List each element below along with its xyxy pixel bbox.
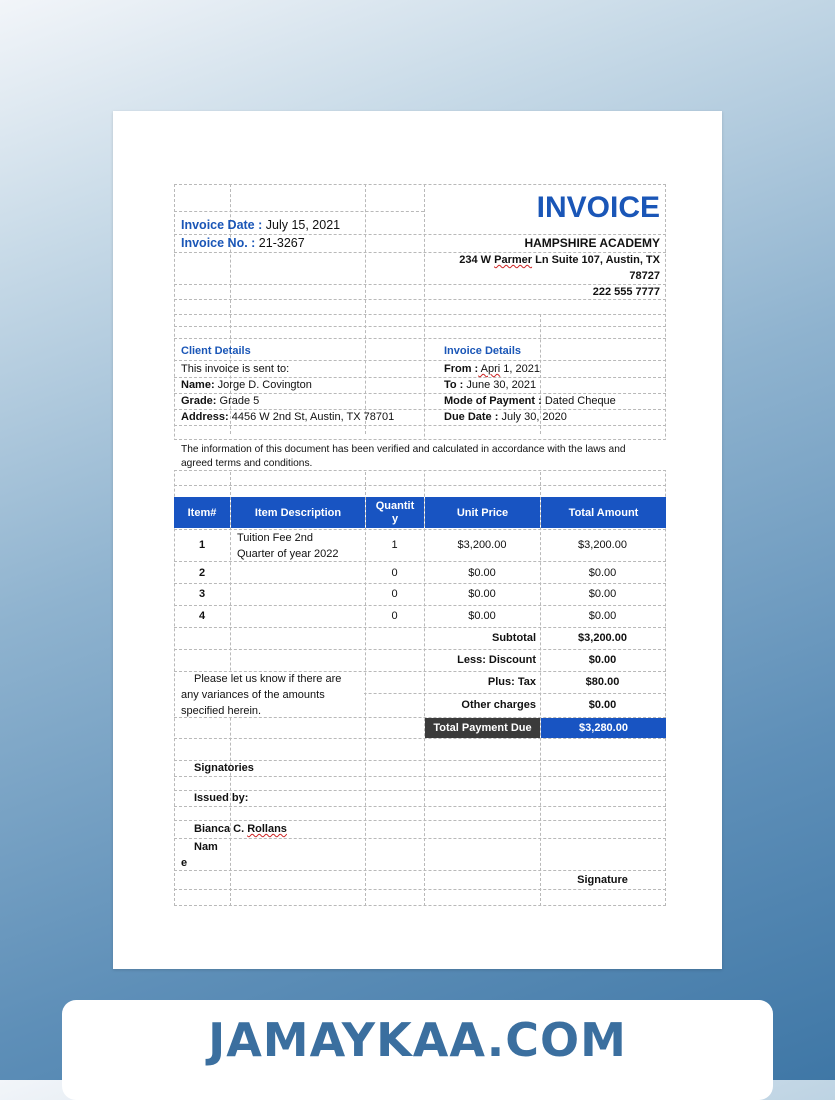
grid-line bbox=[174, 627, 666, 628]
row-4-qty: 0 bbox=[391, 610, 398, 622]
client-grade-value: Grade 5 bbox=[216, 395, 260, 407]
period-from-label: From : bbox=[444, 363, 479, 375]
row-1-total: $3,200.00 bbox=[578, 539, 627, 551]
header-total: Total Amount bbox=[541, 497, 666, 528]
grid-line bbox=[365, 472, 366, 906]
grid-line bbox=[174, 184, 666, 185]
payment-mode-value: Dated Cheque bbox=[541, 395, 616, 407]
row-3-price: $0.00 bbox=[468, 588, 496, 600]
row-2-item: 2 bbox=[198, 567, 206, 579]
subtotal-label: Subtotal bbox=[492, 632, 536, 644]
subtotal-value: $3,200.00 bbox=[578, 632, 627, 644]
notice-line-2: agreed terms and conditions. bbox=[181, 458, 313, 469]
client-address-value: 4456 W 2nd St, Austin, TX 78701 bbox=[228, 411, 395, 423]
row-2-qty: 0 bbox=[391, 567, 398, 579]
header-quantity-line-1: Quantit bbox=[375, 499, 415, 512]
signer-name bbox=[194, 823, 287, 836]
company-zip: 78727 bbox=[629, 270, 660, 282]
grid-line bbox=[174, 485, 666, 486]
row-3-qty: 0 bbox=[391, 588, 398, 600]
row-1-item: 1 bbox=[198, 539, 206, 551]
invoice-date-label: Invoice Date : bbox=[181, 218, 263, 232]
invoice-details-heading: Invoice Details bbox=[444, 345, 522, 357]
invoice-date-value: July 15, 2021 bbox=[262, 218, 341, 232]
period-from bbox=[444, 363, 540, 376]
grid-line bbox=[174, 776, 666, 777]
discount-label: Less: Discount bbox=[457, 654, 536, 666]
signer-last-name: Rollans bbox=[247, 823, 287, 835]
total-due-label: Total Payment Due bbox=[425, 718, 540, 738]
company-phone: 222 555 7777 bbox=[592, 286, 660, 298]
note-line-2: any variances of the amounts bbox=[181, 689, 325, 701]
signatories-heading: Signatories bbox=[194, 762, 254, 774]
header-description: Item Description bbox=[231, 497, 365, 528]
grid-line bbox=[174, 649, 666, 650]
invoice-date bbox=[181, 218, 340, 233]
grid-line bbox=[174, 338, 666, 339]
grid-line bbox=[174, 889, 666, 890]
client-sent-to: This invoice is sent to: bbox=[181, 363, 290, 375]
grid-line bbox=[174, 409, 666, 410]
row-3-total: $0.00 bbox=[588, 588, 617, 600]
due-date-value: July 30, 2020 bbox=[498, 411, 567, 423]
notice-line-1: The information of this document has been verified and calculated in accordance with the laws and bbox=[181, 444, 626, 455]
payment-mode bbox=[444, 395, 616, 408]
client-name-label: Name: bbox=[181, 379, 215, 391]
grid-line bbox=[174, 393, 666, 394]
grid-line bbox=[174, 738, 666, 739]
grid-line bbox=[174, 284, 666, 285]
note-line-1: Please let us know if there are bbox=[194, 673, 342, 685]
grid-line bbox=[174, 760, 666, 761]
company-address-prefix: 234 W bbox=[459, 254, 495, 266]
grid-line bbox=[174, 790, 666, 791]
signer-first-name: Bianca C. bbox=[194, 823, 248, 835]
grid-line bbox=[174, 377, 666, 378]
client-address bbox=[181, 411, 394, 424]
grid-line bbox=[174, 326, 666, 327]
footer-brand: JAMAYKAA.COM bbox=[208, 1013, 627, 1067]
invoice-sheet bbox=[174, 184, 666, 906]
invoice-number bbox=[181, 236, 305, 251]
grid-line bbox=[174, 314, 666, 315]
grid-line bbox=[174, 870, 666, 871]
row-1-price: $3,200.00 bbox=[457, 539, 507, 551]
period-to-label: To : bbox=[444, 379, 464, 391]
payment-mode-label: Mode of Payment : bbox=[444, 395, 542, 407]
period-to-value: June 30, 2021 bbox=[463, 379, 537, 391]
row-1-qty: 1 bbox=[391, 539, 398, 551]
other-charges-label: Other charges bbox=[461, 699, 536, 711]
client-grade-label: Grade: bbox=[181, 395, 217, 407]
header-quantity bbox=[366, 497, 424, 528]
due-date bbox=[444, 411, 567, 424]
row-2-price: $0.00 bbox=[468, 567, 496, 579]
grid-line bbox=[174, 605, 666, 606]
company-address bbox=[459, 254, 660, 267]
due-date-label: Due Date : bbox=[444, 411, 499, 423]
row-4-total: $0.00 bbox=[588, 610, 617, 622]
grid-line bbox=[174, 583, 666, 584]
client-grade bbox=[181, 395, 259, 408]
discount-value: $0.00 bbox=[588, 654, 617, 666]
row-4-price: $0.00 bbox=[468, 610, 496, 622]
client-name-value: Jorge D. Covington bbox=[214, 379, 312, 391]
signature-label: Signature bbox=[577, 874, 628, 886]
other-charges-value: $0.00 bbox=[588, 699, 617, 711]
client-name bbox=[181, 379, 312, 392]
row-3-item: 3 bbox=[198, 588, 206, 600]
name-label-1: Nam bbox=[194, 841, 218, 853]
row-1-desc-1: Tuition Fee 2nd bbox=[237, 532, 314, 544]
invoice-number-value: 21-3267 bbox=[255, 236, 305, 250]
header-quantity-line-2: y bbox=[391, 512, 399, 525]
grid-line bbox=[174, 211, 424, 212]
client-details-heading: Client Details bbox=[181, 345, 251, 357]
issued-by-label: Issued by: bbox=[194, 792, 249, 804]
grid-line bbox=[174, 820, 666, 821]
header-unit-price: Unit Price bbox=[425, 497, 540, 528]
client-address-label: Address: bbox=[181, 411, 229, 423]
grid-line bbox=[665, 184, 666, 906]
tax-value: $80.00 bbox=[585, 676, 620, 688]
total-due-value: $3,280.00 bbox=[541, 718, 666, 738]
grid-line bbox=[174, 470, 666, 471]
period-from-rest: 1, 2021 bbox=[500, 363, 541, 375]
grid-line bbox=[174, 234, 666, 235]
tax-label: Plus: Tax bbox=[487, 676, 536, 688]
row-4-item: 4 bbox=[198, 610, 206, 622]
row-1-desc-2: Quarter of year 2022 bbox=[237, 548, 339, 560]
grid-line bbox=[174, 905, 666, 906]
note-line-3: specified herein. bbox=[181, 705, 262, 717]
header-item: Item# bbox=[174, 497, 230, 528]
grid-line bbox=[174, 806, 666, 807]
company-name: HAMPSHIRE ACADEMY bbox=[524, 236, 660, 250]
grid-line bbox=[540, 472, 541, 906]
grid-line bbox=[365, 184, 366, 434]
period-to bbox=[444, 379, 536, 392]
name-label-2: e bbox=[181, 857, 188, 869]
grid-line bbox=[174, 425, 666, 426]
grid-line bbox=[174, 838, 666, 839]
company-address-street: Parmer bbox=[494, 254, 533, 266]
grid-line bbox=[174, 299, 666, 300]
period-from-month: Apri bbox=[478, 363, 501, 375]
invoice-title: INVOICE bbox=[536, 191, 660, 224]
company-address-suffix: Ln Suite 107, Austin, TX bbox=[532, 254, 660, 266]
invoice-number-label: Invoice No. : bbox=[181, 236, 256, 250]
grid-line bbox=[174, 360, 666, 361]
row-2-total: $0.00 bbox=[588, 567, 617, 579]
grid-line bbox=[174, 252, 666, 253]
